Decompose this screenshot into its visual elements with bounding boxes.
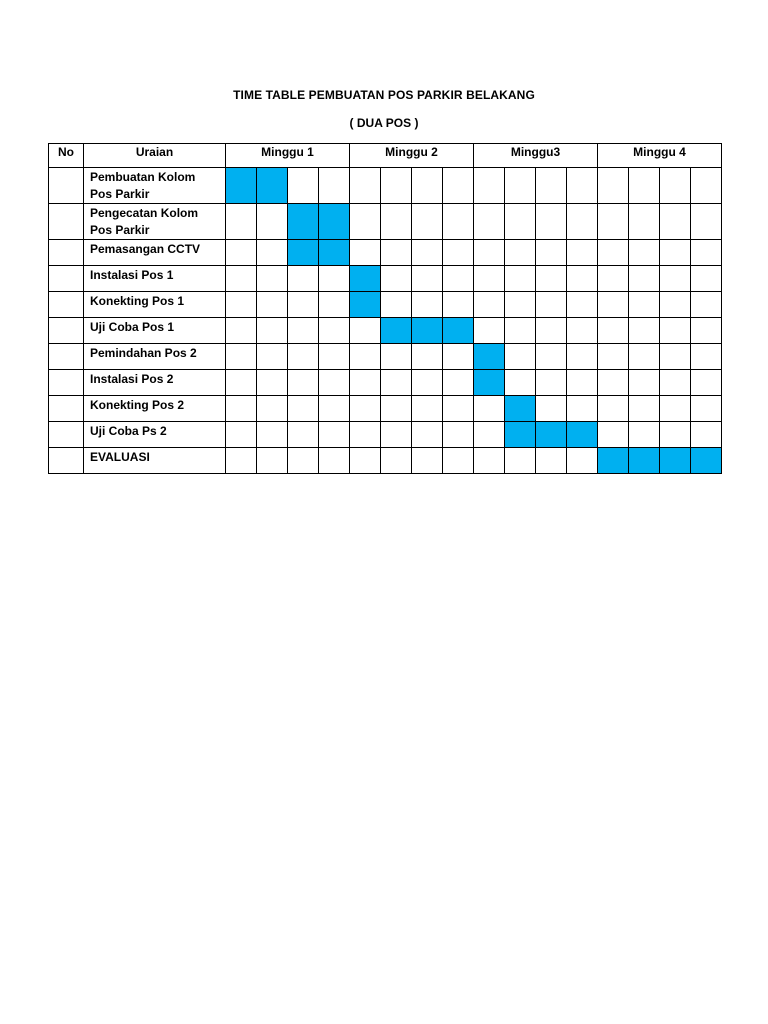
header-week-2: Minggu 2 bbox=[350, 144, 474, 168]
row-number bbox=[49, 318, 84, 344]
schedule-cell bbox=[691, 240, 722, 266]
schedule-bar-cell bbox=[598, 448, 629, 474]
schedule-cell bbox=[567, 344, 598, 370]
schedule-cell bbox=[319, 396, 350, 422]
schedule-cell bbox=[536, 396, 567, 422]
task-row bbox=[49, 422, 722, 448]
schedule-cell bbox=[505, 292, 536, 318]
schedule-cell bbox=[257, 318, 288, 344]
schedule-cell bbox=[350, 344, 381, 370]
schedule-cell bbox=[474, 168, 505, 204]
schedule-cell bbox=[381, 422, 412, 448]
schedule-cell bbox=[412, 292, 443, 318]
schedule-cell bbox=[691, 292, 722, 318]
schedule-cell bbox=[288, 266, 319, 292]
task-label-line: Pembuatan Kolom bbox=[90, 170, 196, 184]
schedule-cell bbox=[350, 396, 381, 422]
schedule-bar-cell bbox=[319, 204, 350, 240]
schedule-cell bbox=[226, 396, 257, 422]
schedule-cell bbox=[660, 240, 691, 266]
schedule-cell bbox=[226, 448, 257, 474]
task-label-line: Konekting Pos 2 bbox=[90, 398, 185, 412]
schedule-cell bbox=[443, 370, 474, 396]
schedule-bar-cell bbox=[629, 448, 660, 474]
schedule-cell bbox=[536, 318, 567, 344]
schedule-cell bbox=[319, 266, 350, 292]
header-week-4: Minggu 4 bbox=[598, 144, 722, 168]
schedule-bar-cell bbox=[319, 240, 350, 266]
schedule-bar-cell bbox=[474, 344, 505, 370]
schedule-cell bbox=[381, 266, 412, 292]
schedule-bar-cell bbox=[505, 396, 536, 422]
schedule-cell bbox=[226, 318, 257, 344]
schedule-cell bbox=[257, 266, 288, 292]
schedule-cell bbox=[629, 396, 660, 422]
task-label bbox=[84, 318, 226, 344]
header-task: Uraian bbox=[84, 144, 226, 168]
task-label bbox=[84, 448, 226, 474]
schedule-bar-cell bbox=[350, 266, 381, 292]
schedule-bar-cell bbox=[443, 318, 474, 344]
schedule-cell bbox=[536, 204, 567, 240]
schedule-cell bbox=[474, 240, 505, 266]
schedule-cell bbox=[660, 266, 691, 292]
schedule-cell bbox=[226, 344, 257, 370]
schedule-cell bbox=[350, 318, 381, 344]
schedule-cell bbox=[629, 422, 660, 448]
task-label-line: Pengecatan Kolom bbox=[90, 206, 199, 220]
schedule-bar-cell bbox=[505, 422, 536, 448]
schedule-bar-cell bbox=[474, 370, 505, 396]
schedule-cell bbox=[443, 292, 474, 318]
schedule-cell bbox=[288, 370, 319, 396]
schedule-cell bbox=[381, 168, 412, 204]
schedule-cell bbox=[443, 396, 474, 422]
schedule-cell bbox=[412, 448, 443, 474]
schedule-cell bbox=[660, 396, 691, 422]
schedule-cell bbox=[536, 168, 567, 204]
schedule-cell bbox=[691, 318, 722, 344]
schedule-cell bbox=[412, 396, 443, 422]
schedule-cell bbox=[536, 266, 567, 292]
schedule-cell bbox=[381, 396, 412, 422]
schedule-cell bbox=[412, 240, 443, 266]
task-label bbox=[84, 266, 226, 292]
schedule-cell bbox=[257, 344, 288, 370]
task-label bbox=[84, 344, 226, 370]
schedule-cell bbox=[691, 168, 722, 204]
page-subtitle: ( DUA POS ) bbox=[349, 116, 419, 130]
schedule-cell bbox=[660, 370, 691, 396]
schedule-cell bbox=[474, 204, 505, 240]
schedule-cell bbox=[505, 344, 536, 370]
schedule-cell bbox=[474, 292, 505, 318]
schedule-cell bbox=[350, 204, 381, 240]
row-number bbox=[49, 168, 84, 204]
schedule-cell bbox=[443, 240, 474, 266]
schedule-cell bbox=[567, 318, 598, 344]
schedule-cell bbox=[567, 448, 598, 474]
task-label-line: Instalasi Pos 2 bbox=[90, 372, 174, 386]
task-row bbox=[49, 448, 722, 474]
schedule-cell bbox=[381, 370, 412, 396]
row-number bbox=[49, 396, 84, 422]
schedule-cell bbox=[505, 240, 536, 266]
schedule-cell bbox=[598, 396, 629, 422]
schedule-cell bbox=[598, 422, 629, 448]
schedule-cell bbox=[660, 318, 691, 344]
header-row bbox=[49, 144, 722, 168]
schedule-cell bbox=[505, 448, 536, 474]
schedule-cell bbox=[567, 370, 598, 396]
schedule-cell bbox=[629, 204, 660, 240]
schedule-bar-cell bbox=[288, 240, 319, 266]
row-number bbox=[49, 266, 84, 292]
task-label bbox=[84, 396, 226, 422]
timetable bbox=[48, 143, 722, 474]
schedule-cell bbox=[629, 318, 660, 344]
schedule-cell bbox=[226, 292, 257, 318]
row-number bbox=[49, 448, 84, 474]
task-row bbox=[49, 168, 722, 204]
row-number bbox=[49, 344, 84, 370]
schedule-cell bbox=[660, 168, 691, 204]
schedule-cell bbox=[629, 168, 660, 204]
schedule-cell bbox=[505, 370, 536, 396]
schedule-cell bbox=[226, 240, 257, 266]
schedule-cell bbox=[412, 168, 443, 204]
schedule-cell bbox=[319, 344, 350, 370]
schedule-cell bbox=[629, 266, 660, 292]
schedule-cell bbox=[226, 204, 257, 240]
schedule-bar-cell bbox=[381, 318, 412, 344]
task-label bbox=[84, 168, 226, 204]
schedule-cell bbox=[350, 168, 381, 204]
task-label bbox=[84, 292, 226, 318]
schedule-cell bbox=[226, 370, 257, 396]
header-no: No bbox=[49, 144, 84, 168]
schedule-cell bbox=[443, 448, 474, 474]
schedule-bar-cell bbox=[257, 168, 288, 204]
schedule-cell bbox=[691, 266, 722, 292]
schedule-cell bbox=[598, 266, 629, 292]
task-label-line: EVALUASI bbox=[90, 450, 150, 464]
schedule-cell bbox=[598, 168, 629, 204]
schedule-cell bbox=[443, 168, 474, 204]
schedule-cell bbox=[381, 204, 412, 240]
schedule-bar-cell bbox=[288, 204, 319, 240]
header-week-3: Minggu3 bbox=[474, 144, 598, 168]
schedule-cell bbox=[319, 318, 350, 344]
schedule-cell bbox=[536, 448, 567, 474]
schedule-cell bbox=[257, 370, 288, 396]
schedule-cell bbox=[443, 266, 474, 292]
task-row bbox=[49, 396, 722, 422]
schedule-cell bbox=[567, 266, 598, 292]
task-label-line: Pos Parkir bbox=[90, 223, 150, 237]
schedule-cell bbox=[288, 344, 319, 370]
schedule-cell bbox=[691, 344, 722, 370]
schedule-cell bbox=[598, 204, 629, 240]
schedule-cell bbox=[629, 344, 660, 370]
schedule-cell bbox=[350, 448, 381, 474]
schedule-cell bbox=[598, 344, 629, 370]
schedule-cell bbox=[319, 292, 350, 318]
task-label-line: Pos Parkir bbox=[90, 187, 150, 201]
task-label-line: Uji Coba Pos 1 bbox=[90, 320, 175, 334]
task-label-line: Pemasangan CCTV bbox=[90, 242, 201, 256]
schedule-cell bbox=[691, 204, 722, 240]
task-label bbox=[84, 422, 226, 448]
schedule-cell bbox=[660, 292, 691, 318]
schedule-cell bbox=[660, 422, 691, 448]
schedule-cell bbox=[598, 292, 629, 318]
schedule-bar-cell bbox=[226, 168, 257, 204]
schedule-cell bbox=[381, 344, 412, 370]
row-number bbox=[49, 204, 84, 240]
schedule-bar-cell bbox=[350, 292, 381, 318]
schedule-cell bbox=[505, 168, 536, 204]
schedule-bar-cell bbox=[660, 448, 691, 474]
schedule-cell bbox=[350, 240, 381, 266]
schedule-cell bbox=[412, 344, 443, 370]
schedule-cell bbox=[412, 266, 443, 292]
schedule-cell bbox=[567, 292, 598, 318]
schedule-cell bbox=[350, 370, 381, 396]
schedule-cell bbox=[257, 422, 288, 448]
schedule-cell bbox=[319, 370, 350, 396]
schedule-cell bbox=[536, 292, 567, 318]
schedule-cell bbox=[567, 240, 598, 266]
schedule-cell bbox=[288, 448, 319, 474]
task-row bbox=[49, 370, 722, 396]
schedule-cell bbox=[257, 240, 288, 266]
schedule-bar-cell bbox=[567, 422, 598, 448]
schedule-cell bbox=[598, 240, 629, 266]
schedule-cell bbox=[319, 168, 350, 204]
schedule-cell bbox=[288, 422, 319, 448]
task-label-line: Konekting Pos 1 bbox=[90, 294, 185, 308]
schedule-cell bbox=[381, 240, 412, 266]
schedule-cell bbox=[567, 168, 598, 204]
row-number bbox=[49, 422, 84, 448]
schedule-cell bbox=[691, 422, 722, 448]
schedule-cell bbox=[319, 448, 350, 474]
schedule-cell bbox=[505, 204, 536, 240]
task-row bbox=[49, 266, 722, 292]
schedule-cell bbox=[412, 204, 443, 240]
schedule-cell bbox=[288, 292, 319, 318]
row-number bbox=[49, 240, 84, 266]
row-number bbox=[49, 292, 84, 318]
schedule-cell bbox=[629, 240, 660, 266]
schedule-cell bbox=[288, 168, 319, 204]
task-label-line: Instalasi Pos 1 bbox=[90, 268, 174, 282]
schedule-cell bbox=[567, 396, 598, 422]
schedule-bar-cell bbox=[691, 448, 722, 474]
schedule-cell bbox=[505, 266, 536, 292]
task-label bbox=[84, 370, 226, 396]
schedule-cell bbox=[443, 344, 474, 370]
schedule-cell bbox=[350, 422, 381, 448]
schedule-cell bbox=[474, 448, 505, 474]
schedule-cell bbox=[288, 396, 319, 422]
task-row bbox=[49, 344, 722, 370]
task-row bbox=[49, 318, 722, 344]
schedule-cell bbox=[257, 396, 288, 422]
task-row bbox=[49, 292, 722, 318]
task-label-line: Uji Coba Ps 2 bbox=[90, 424, 167, 438]
schedule-cell bbox=[226, 422, 257, 448]
schedule-cell bbox=[226, 266, 257, 292]
schedule-cell bbox=[443, 204, 474, 240]
task-row bbox=[49, 240, 722, 266]
schedule-cell bbox=[257, 292, 288, 318]
schedule-cell bbox=[474, 396, 505, 422]
schedule-cell bbox=[474, 422, 505, 448]
task-label-line: Pemindahan Pos 2 bbox=[90, 346, 197, 360]
schedule-cell bbox=[660, 344, 691, 370]
task-label bbox=[84, 204, 226, 240]
task-row bbox=[49, 204, 722, 240]
schedule-cell bbox=[598, 370, 629, 396]
schedule-cell bbox=[629, 292, 660, 318]
schedule-cell bbox=[381, 292, 412, 318]
schedule-cell bbox=[691, 396, 722, 422]
schedule-bar-cell bbox=[412, 318, 443, 344]
schedule-cell bbox=[412, 370, 443, 396]
header-week-1: Minggu 1 bbox=[226, 144, 350, 168]
schedule-cell bbox=[598, 318, 629, 344]
schedule-cell bbox=[288, 318, 319, 344]
schedule-cell bbox=[536, 370, 567, 396]
schedule-cell bbox=[629, 370, 660, 396]
schedule-cell bbox=[536, 240, 567, 266]
schedule-cell bbox=[319, 422, 350, 448]
schedule-cell bbox=[257, 204, 288, 240]
row-number bbox=[49, 370, 84, 396]
schedule-cell bbox=[381, 448, 412, 474]
schedule-cell bbox=[505, 318, 536, 344]
schedule-cell bbox=[412, 422, 443, 448]
task-label bbox=[84, 240, 226, 266]
schedule-cell bbox=[660, 204, 691, 240]
schedule-bar-cell bbox=[536, 422, 567, 448]
schedule-cell bbox=[257, 448, 288, 474]
schedule-cell bbox=[443, 422, 474, 448]
schedule-cell bbox=[536, 344, 567, 370]
schedule-cell bbox=[474, 266, 505, 292]
schedule-cell bbox=[474, 318, 505, 344]
page-title: TIME TABLE PEMBUATAN POS PARKIR BELAKANG bbox=[233, 88, 535, 102]
schedule-cell bbox=[567, 204, 598, 240]
schedule-cell bbox=[691, 370, 722, 396]
